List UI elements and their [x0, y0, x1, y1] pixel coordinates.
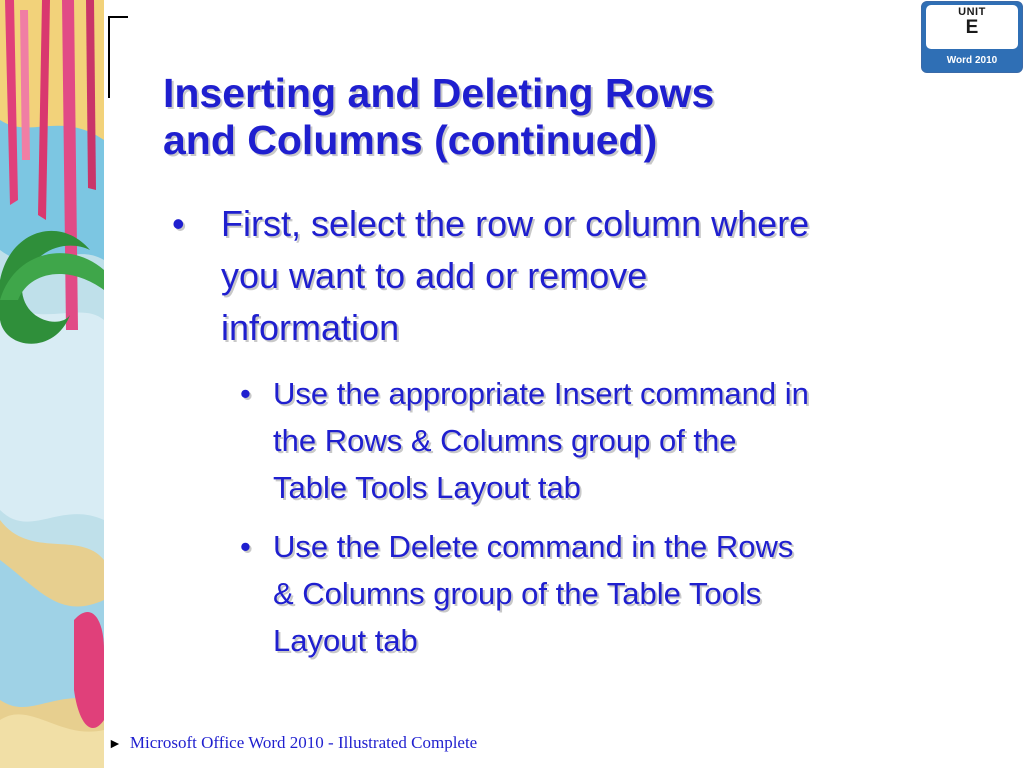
- sub-bullet-line: Layout tab: [273, 623, 418, 658]
- badge-product-label: Word 2010: [946, 55, 998, 66]
- slide-title-line-2: and Columns (continued): [163, 117, 658, 163]
- main-bullet-line: First, select the row or column where: [221, 203, 810, 244]
- sub-bullet-line: Use the appropriate Insert command in: [273, 376, 809, 411]
- decorative-side-artwork: [0, 0, 104, 768]
- footer-arrow-icon: ►: [108, 737, 122, 752]
- badge-unit-letter: E: [965, 17, 979, 38]
- sub-bullet-line: Table Tools Layout tab: [273, 470, 581, 505]
- bullet-marker: •: [172, 203, 185, 244]
- sub-bullet-line: & Columns group of the Table Tools: [273, 576, 762, 611]
- slide-title-line-1: Inserting and Deleting Rows: [163, 70, 715, 116]
- corner-bracket: [108, 16, 128, 98]
- unit-badge: [921, 1, 1023, 73]
- bullet-marker: •: [240, 376, 251, 411]
- slide-footer: [108, 733, 477, 753]
- badge-unit-label: UNIT: [958, 6, 986, 18]
- bullet-marker: •: [240, 529, 251, 564]
- footer-text: Microsoft Office Word 2010 - Illustrated Complete: [129, 733, 478, 752]
- sub-bullet-line: Use the Delete command in the Rows: [273, 529, 794, 564]
- main-bullet-line: information: [221, 307, 400, 348]
- slide-title: [163, 70, 714, 164]
- main-bullet-line: you want to add or remove: [221, 255, 648, 296]
- sub-bullet-line: the Rows & Columns group of the: [273, 423, 737, 458]
